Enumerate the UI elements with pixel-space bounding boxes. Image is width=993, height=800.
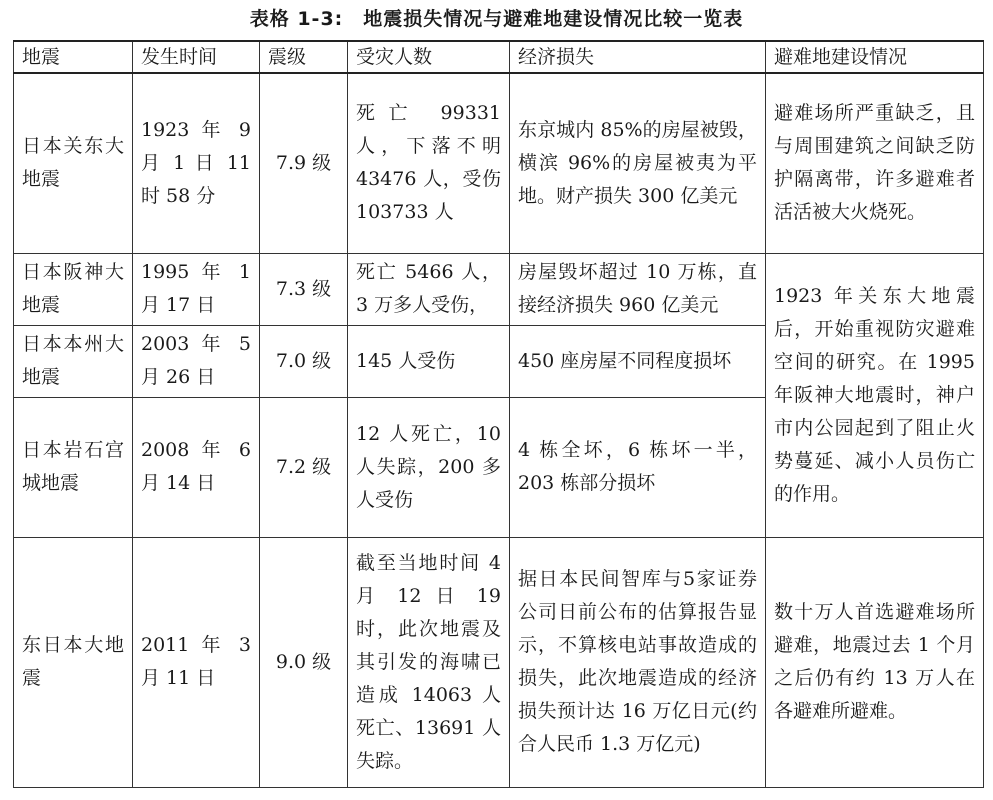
cell-casualties: 截至当地时间 4 月 12 日 19 时，此次地震及其引发的海啸已造成 14063 人死亡、13691 人失踪。: [348, 537, 510, 787]
table-row: [14, 253, 984, 325]
cell-magnitude: 7.9 级: [260, 73, 348, 253]
cell-time: 2003 年 5 月 26 日: [133, 325, 260, 397]
cell-casualties: 死亡 5466 人，3 万多人受伤，: [348, 253, 510, 325]
cell-magnitude: 7.0 级: [260, 325, 348, 397]
header-casualties: 受灾人数: [348, 41, 510, 73]
cell-loss: 据日本民间智库与5家证券公司日前公布的估算报告显示，不算核电站事故造成的损失，此次地震造成的经济损失预计达 16 万亿日元(约合人民币 1.3 万亿元): [510, 537, 766, 787]
cell-shelter-merged: 1923 年关东大地震后，开始重视防灾避难空间的研究。在 1995 年阪神大地震时，神户市内公园起到了阻止火势蔓延、减小人员伤亡的作用。: [766, 253, 984, 537]
table-row: [14, 73, 984, 253]
cell-casualties: 死亡 99331 人，下落不明 43476 人，受伤 103733 人: [348, 73, 510, 253]
cell-shelter: 数十万人首选避难场所避难，地震过去 1 个月之后仍有约 13 万人在各避难所避难。: [766, 537, 984, 787]
cell-time: 2008 年 6 月 14 日: [133, 397, 260, 537]
cell-time: 1923 年 9 月 1 日 11 时 58 分: [133, 73, 260, 253]
header-time: 发生时间: [133, 41, 260, 73]
cell-name: 日本阪神大地震: [14, 253, 133, 325]
cell-casualties: 145 人受伤: [348, 325, 510, 397]
cell-shelter: 避难场所严重缺乏，且与周围建筑之间缺乏防护隔离带，许多避难者活活被大火烧死。: [766, 73, 984, 253]
cell-name: 日本关东大地震: [14, 73, 133, 253]
table-title: 表格 1-3: 地震损失情况与避难地建设情况比较一览表: [249, 8, 744, 30]
cell-name: 日本本州大地震: [14, 325, 133, 397]
cell-name: 东日本大地震: [14, 537, 133, 787]
earthquake-comparison-table: [13, 40, 984, 788]
cell-casualties: 12 人死亡，10 人失踪，200 多人受伤: [348, 397, 510, 537]
cell-loss: 房屋毁坏超过 10 万栋，直接经济损失 960 亿美元: [510, 253, 766, 325]
header-row: [14, 41, 984, 73]
cell-magnitude: 7.3 级: [260, 253, 348, 325]
cell-loss: 450 座房屋不同程度损坏: [510, 325, 766, 397]
cell-magnitude: 9.0 级: [260, 537, 348, 787]
cell-loss: 4 栋全坏，6 栋坏一半，203 栋部分损坏: [510, 397, 766, 537]
table-row: [14, 537, 984, 787]
header-earthquake: 地震: [14, 41, 133, 73]
header-magnitude: 震级: [260, 41, 348, 73]
cell-time: 1995 年 1 月 17 日: [133, 253, 260, 325]
header-shelter: 避难地建设情况: [766, 41, 984, 73]
cell-name: 日本岩石宫城地震: [14, 397, 133, 537]
cell-loss: 东京城内 85%的房屋被毁，横滨 96%的房屋被夷为平地。财产损失 300 亿美元: [510, 73, 766, 253]
cell-magnitude: 7.2 级: [260, 397, 348, 537]
header-loss: 经济损失: [510, 41, 766, 73]
cell-time: 2011 年 3 月 11 日: [133, 537, 260, 787]
